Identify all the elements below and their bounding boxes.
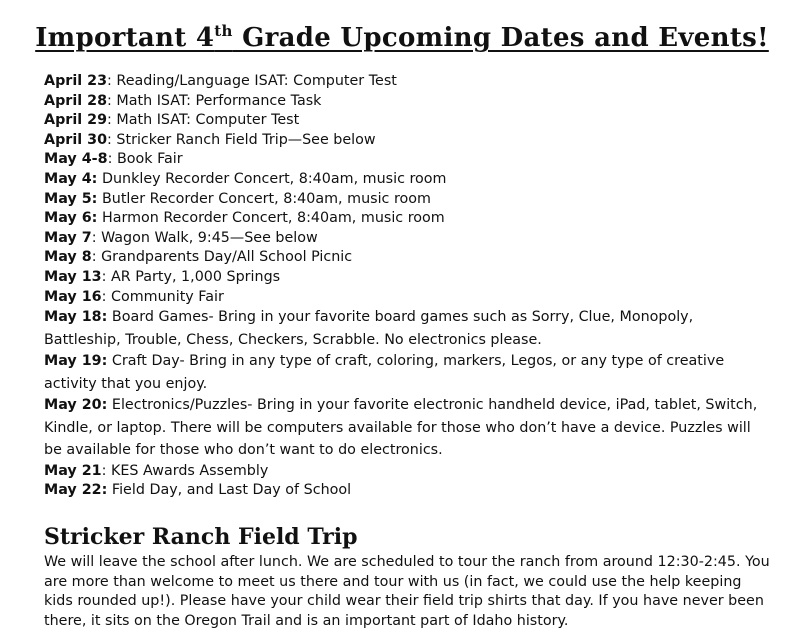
event-text: Reading/Language ISAT: Computer Test: [116, 73, 397, 89]
event-text: Math ISAT: Performance Task: [116, 92, 322, 109]
event-date: April 30: [44, 131, 108, 148]
event-text: Butler Recorder Concert, 8:40am, music room: [101, 190, 431, 207]
event-separator: :: [101, 288, 112, 305]
event-date: May 8: [44, 249, 92, 266]
field-trip-heading: Stricker Ranch Field Trip: [44, 524, 358, 550]
event-separator: :: [101, 268, 112, 285]
event-item: [44, 72, 769, 92]
event-separator: :: [107, 151, 117, 168]
event-date: May 21: [44, 462, 102, 479]
event-item: [44, 190, 769, 210]
event-item: [44, 268, 769, 288]
event-item: [44, 288, 769, 308]
event-date: April 29: [44, 112, 108, 129]
event-separator: :: [107, 131, 117, 148]
event-date: April 28: [44, 92, 108, 109]
event-text: Wagon Walk, 9:45—See below: [101, 229, 318, 246]
event-date: May 13: [44, 268, 102, 285]
event-item: [44, 462, 769, 482]
event-text: Book Fair: [116, 151, 183, 168]
field-trip-paragraph: We will leave the school after lunch. We are scheduled to tour the ranch from around 12:30-2:45. You are more than welcome to meet us there and tour with us (in fact, we could use the help keeping kids rounded up!). Please have your child wear their field trip shirts that day. If you have never been there, it sits on the Oregon Trail and is an important part of Idaho history.: [44, 554, 770, 629]
event-separator: :: [101, 462, 112, 479]
event-item: [44, 111, 769, 131]
event-separator: :: [107, 73, 117, 89]
event-item: [44, 92, 769, 112]
event-item: [44, 481, 769, 501]
event-text: Field Day, and Last Day of School: [111, 482, 352, 499]
event-separator: :: [107, 112, 117, 129]
event-text: Stricker Ranch Field Trip—See below: [116, 131, 376, 148]
event-date: May 4-8: [44, 151, 108, 168]
event-separator: :: [91, 229, 102, 246]
event-item: [44, 350, 769, 395]
event-date: May 19:: [44, 353, 108, 370]
events-list: [44, 72, 769, 501]
title-superscript: th: [214, 22, 233, 40]
event-text: Math ISAT: Computer Test: [116, 112, 300, 129]
event-date: May 16: [44, 288, 102, 305]
event-item: [44, 209, 769, 229]
event-date: May 7: [44, 229, 92, 246]
event-text: Grandparents Day/All School Picnic: [101, 249, 353, 266]
event-separator: :: [107, 92, 117, 109]
event-item: [44, 229, 769, 249]
event-item: [44, 170, 769, 190]
event-text: Dunkley Recorder Concert, 8:40am, music room: [101, 170, 447, 187]
event-separator: :: [91, 249, 102, 266]
event-text: Harmon Recorder Concert, 8:40am, music room: [101, 210, 445, 227]
event-date: May 22:: [44, 482, 108, 499]
event-date: May 5:: [44, 190, 98, 207]
event-item: [44, 306, 769, 351]
event-item: [44, 394, 769, 462]
page-title-text: [35, 23, 769, 53]
event-text: Community Fair: [111, 288, 224, 305]
event-item: [44, 248, 769, 268]
title-before: Important 4: [35, 23, 215, 53]
event-text: Electronics/Puzzles- Bring in your favorite electronic handheld device, iPad, tablet, Switch, Kindle, or laptop. There will be computers available for those who don’t have a device. Puzzles will be available for those who don’t want to do electronics.: [44, 397, 758, 459]
event-text: Board Games- Bring in your favorite board games such as Sorry, Clue, Monopoly, Battleship, Trouble, Chess, Checkers, Scrabble. No electronics please.: [44, 309, 694, 348]
event-date: May 4:: [44, 170, 98, 187]
title-after: Grade Upcoming Dates and Events!: [232, 23, 769, 53]
event-text: Craft Day- Bring in any type of craft, coloring, markers, Legos, or any type of creative activity that you enjoy.: [44, 353, 725, 392]
event-date: May 18:: [44, 309, 108, 326]
event-item: [44, 150, 769, 170]
event-date: May 6:: [44, 210, 98, 227]
event-date: May 20:: [44, 397, 108, 414]
event-item: [44, 131, 769, 151]
event-text: KES Awards Assembly: [111, 462, 269, 479]
event-text: AR Party, 1,000 Springs: [111, 268, 281, 285]
page-title: [0, 22, 804, 53]
event-date: April 23: [44, 73, 108, 89]
